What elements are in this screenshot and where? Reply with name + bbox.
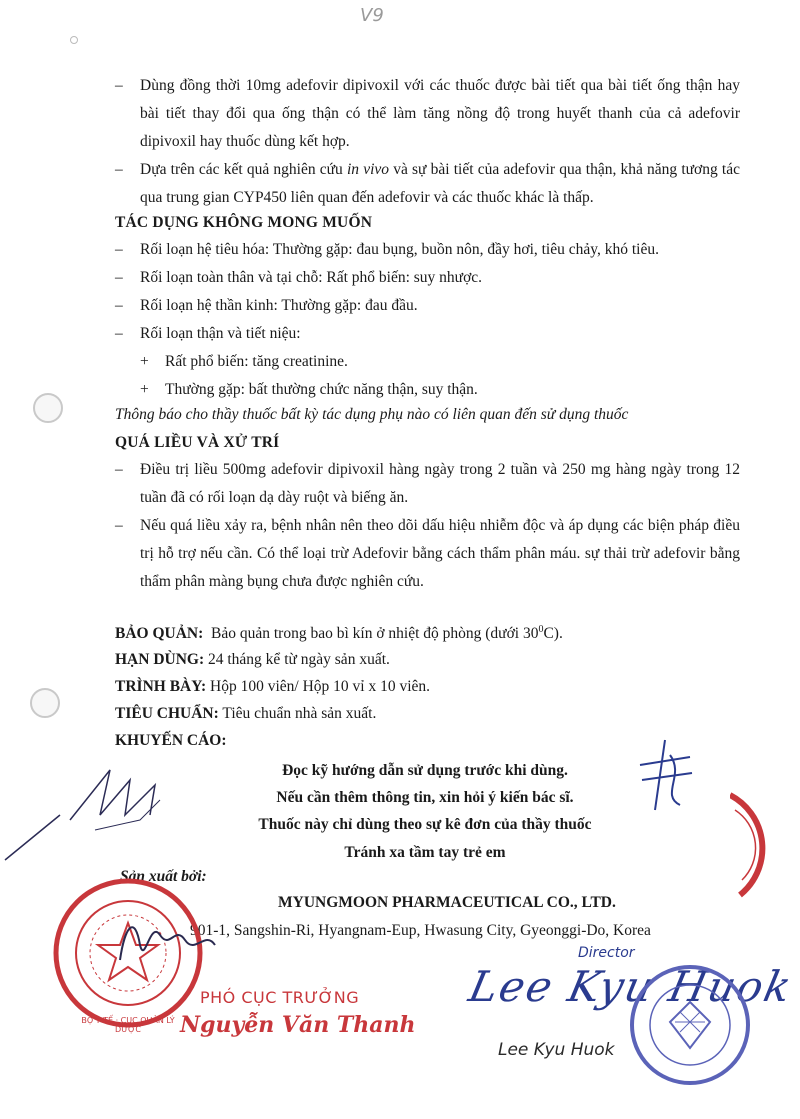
director-signature: Lee Kyu Huok: [464, 962, 798, 1011]
overdose-item-2: [115, 512, 740, 596]
right-partial-stamp: [730, 790, 800, 900]
standard-line: [115, 705, 376, 723]
adverse-text: Rối loạn hệ tiêu hóa: Thường gặp: đau bụng, buồn nôn, đầy hơi, tiêu chảy, khó tiêu.: [140, 241, 659, 258]
warning-line-3: Thuốc này chỉ dùng theo sự kê đơn của thầy thuốc: [258, 816, 592, 833]
dash-marker: –: [115, 269, 123, 286]
dash-marker: –: [115, 461, 123, 478]
left-initials-scribble: [0, 760, 170, 870]
in-vivo-italic: in vivo: [346, 161, 390, 178]
adverse-heading: TÁC DỤNG KHÔNG MONG MUỐN: [115, 214, 373, 231]
packaging-text: Hộp 100 viên/ Hộp 10 vỉ x 10 viên.: [210, 678, 431, 695]
adverse-subtext: Thường gặp: bất thường chức năng thận, suy thận.: [165, 381, 478, 398]
ministry-stamp-ring-text: BỘ Y TẾ · CỤC QUẢN LÝ DƯỢC: [81, 1016, 175, 1034]
interaction-item-1: [115, 72, 740, 156]
manufacturer-label: Sản xuất bởi:: [120, 868, 207, 885]
adverse-text: Rối loạn thận và tiết niệu:: [140, 325, 301, 342]
recommendation-label: [115, 732, 227, 750]
adverse-note: Thông báo cho thầy thuốc bất kỳ tác dụng phụ nào có liên quan đến sử dụng thuốc: [115, 406, 629, 423]
storage-text-end: C).: [543, 625, 563, 643]
director-printed-name: Lee Kyu Huok: [498, 1040, 615, 1060]
director-role: Director: [578, 945, 635, 961]
expiry-line: [115, 651, 390, 669]
expiry-label: HẠN DÙNG:: [115, 651, 205, 668]
text-segment: và sự bài tiết của adefovir qua thận, khả năng tương tác qua trung gian CYP450 liên quan đến adefovir và các thuốc khác là thấp.: [140, 161, 740, 206]
overdose-text: Điều trị liều 500mg adefovir dipivoxil hàng ngày trong 2 tuần và 250 mg hàng ngày trong 12 tuần đã có rối loạn dạ dày ruột và biếng ăn.: [140, 461, 740, 506]
punch-hole-top: [33, 393, 63, 423]
packaging-label: TRÌNH BÀY:: [115, 678, 207, 695]
recommendation-label-text: KHUYẾN CÁO:: [115, 732, 227, 749]
interaction-text-1: Dùng đồng thời 10mg adefovir dipivoxil với các thuốc được bài tiết qua bài tiết ống thận hay bài tiết thay đổi qua ống thận có thể làm tăng nồng độ trong huyết thanh của cả adefovir dipivoxil hay thuốc dùng kết hợp.: [140, 77, 740, 150]
text-segment: Dựa trên các kết quả nghiên cứu: [140, 161, 347, 178]
overdose-item-1: [115, 456, 740, 512]
expiry-text: 24 tháng kể từ ngày sản xuất.: [208, 651, 390, 668]
degree-sup: 0: [538, 624, 544, 635]
adverse-text: Rối loạn hệ thần kinh: Thường gặp: đau đầu.: [140, 297, 418, 314]
interaction-item-2: [115, 156, 740, 212]
top-right-signature-scribble: [630, 735, 700, 815]
deputy-director-name: Nguyễn Văn Thanh: [180, 1012, 416, 1038]
standard-label: TIÊU CHUẨN:: [115, 705, 219, 722]
warning-line-2: Nếu cần thêm thông tin, xin hỏi ý kiến bác sĩ.: [276, 789, 574, 806]
manufacturer-address: 901-1, Sangshin-Ri, Hyangnam-Eup, Hwasung City, Gyeonggi-Do, Korea: [190, 922, 651, 939]
adverse-text: Rối loạn toàn thân và tại chỗ: Rất phổ biến: suy nhược.: [140, 269, 483, 286]
dash-marker: –: [115, 325, 123, 342]
interaction-text-2: [140, 156, 740, 212]
adverse-subtext: Rất phổ biến: tăng creatinine.: [165, 353, 348, 370]
plus-marker: +: [140, 381, 149, 398]
dash-marker: –: [115, 517, 123, 534]
warning-line-1: Đọc kỹ hướng dẫn sử dụng trước khi dùng.: [282, 762, 568, 779]
dash-marker: –: [115, 161, 123, 178]
dash-marker: –: [115, 77, 123, 94]
packaging-line: [115, 678, 430, 696]
storage-text: Bảo quản trong bao bì kín ở nhiệt độ phòng (dưới 30: [211, 625, 539, 643]
corner-dot: [70, 36, 78, 44]
dash-marker: –: [115, 241, 123, 258]
dash-marker: –: [115, 297, 123, 314]
warning-line-4: Tránh xa tầm tay trẻ em: [344, 844, 506, 861]
punch-hole-bottom: [30, 688, 60, 718]
overdose-text: Nếu quá liều xảy ra, bệnh nhân nên theo dõi dấu hiệu nhiễm độc và áp dụng các biện pháp điều trị hỗ trợ nếu cần. Có thể loại trừ Adefovir bằng cách thẩm phân máu. sự thải trừ adefovir bằng thẩm phân màng bụng chưa được nghiên cứu.: [140, 517, 740, 590]
authority-signature: [115, 905, 225, 975]
corner-mark: V9: [360, 5, 384, 26]
company-stamp: [625, 960, 755, 1090]
storage-label: BẢO QUẢN:: [115, 625, 204, 643]
manufacturer-name: MYUNGMOON PHARMACEUTICAL CO., LTD.: [278, 894, 616, 911]
standard-text: Tiêu chuẩn nhà sản xuất.: [222, 705, 377, 722]
plus-marker: +: [140, 353, 149, 370]
storage-line: [115, 624, 563, 643]
deputy-director-title: PHÓ CỤC TRƯỞNG: [200, 988, 360, 1007]
overdose-heading: QUÁ LIỀU VÀ XỬ TRÍ: [115, 434, 280, 451]
